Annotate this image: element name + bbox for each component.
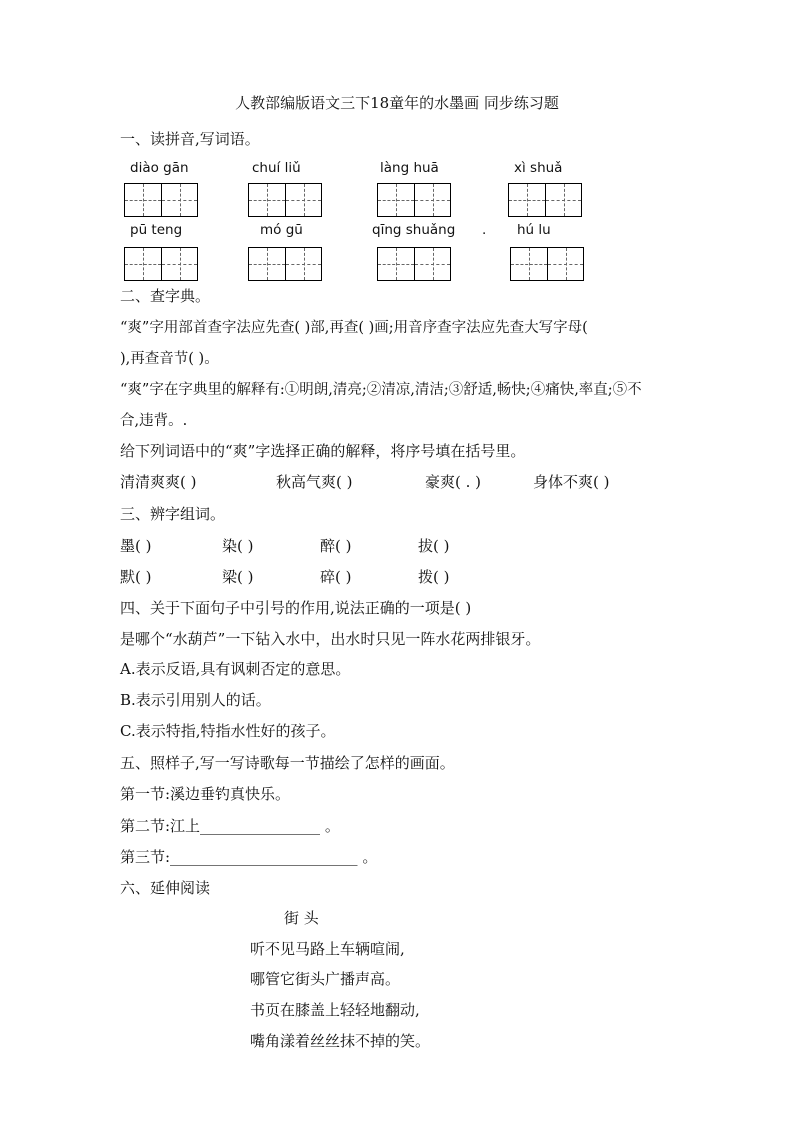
- section-5-heading: 五、照样子,写一写诗歌每一节描绘了怎样的画面。: [120, 754, 455, 772]
- char-blank[interactable]: 拔( ): [418, 537, 450, 555]
- writing-grid[interactable]: [124, 183, 198, 217]
- dictionary-question-cont: ),再查音节( )。: [120, 351, 219, 367]
- poem-line: 听不见马路上车辆喧闹,: [250, 940, 405, 958]
- poem-line: 嘴角漾着丝丝抹不掉的笑。: [250, 1032, 431, 1050]
- writing-grid[interactable]: [248, 247, 322, 281]
- section-2-heading: 二、查字典。: [120, 287, 211, 305]
- quoted-sentence: 是哪个“水葫芦”一下钻入水中，出水时只见一阵水花两排银牙。: [120, 630, 541, 648]
- poem-title: 街 头: [284, 909, 319, 927]
- word-blank[interactable]: 秋高气爽( ): [276, 473, 353, 491]
- answer-line[interactable]: 第三节:_________________________ 。: [120, 848, 378, 866]
- pinyin-label: diào gān: [130, 160, 189, 176]
- section-6-heading: 六、延伸阅读: [120, 879, 211, 897]
- definition-list-cont: 合,违背。.: [120, 413, 188, 429]
- option-a[interactable]: A.表示反语,具有讽刺否定的意思。: [120, 660, 351, 678]
- pinyin-label: xì shuǎ: [514, 160, 563, 176]
- definition-list: “爽”字在字典里的解释有:①明朗,清亮;②清凉,清洁;③舒适,畅快;④痛快,率直;⑤不: [120, 382, 642, 398]
- section-4-heading: 四、关于下面句子中引号的作用,说法正确的一项是( ): [120, 599, 472, 617]
- pinyin-label: mó gū: [260, 222, 303, 238]
- dictionary-question: “爽”字用部首查字法应先查( )部,再查( )画;用音序查字法应先查大写字母(: [120, 320, 588, 336]
- poem-line: 书页在膝盖上轻轻地翻动,: [250, 1001, 420, 1019]
- char-blank[interactable]: 醉( ): [320, 537, 352, 555]
- word-blank[interactable]: 豪爽( . ): [425, 473, 482, 491]
- writing-grid[interactable]: [377, 247, 451, 281]
- pinyin-label: làng huā: [380, 160, 439, 176]
- writing-grid[interactable]: [124, 247, 198, 281]
- pinyin-label: chuí liǔ: [252, 160, 301, 176]
- char-blank[interactable]: 碎( ): [320, 568, 352, 586]
- char-blank[interactable]: 染( ): [222, 537, 254, 555]
- writing-grid[interactable]: [377, 183, 451, 217]
- answer-line[interactable]: 第二节:江上________________ 。: [120, 817, 340, 835]
- option-c[interactable]: C.表示特指,特指水性好的孩子。: [120, 722, 336, 740]
- page-title: 人教部编版语文三下18童年的水墨画 同步练习题: [235, 94, 559, 112]
- char-blank[interactable]: 默( ): [120, 568, 152, 586]
- char-blank[interactable]: 梁( ): [222, 568, 254, 586]
- char-blank[interactable]: 墨( ): [120, 537, 152, 555]
- word-blank[interactable]: 清清爽爽( ): [120, 473, 197, 491]
- pinyin-label: hú lu: [517, 222, 551, 238]
- instruction: 给下列词语中的“爽”字选择正确的解释，将序号填在括号里。: [120, 442, 526, 460]
- section-1-heading: 一、读拼音,写词语。: [120, 130, 260, 148]
- example-line: 第一节:溪边垂钓真快乐。: [120, 785, 291, 803]
- pinyin-label: qīng shuǎng: [372, 222, 456, 238]
- writing-grid[interactable]: [248, 183, 322, 217]
- poem-line: 哪管它街头广播声高。: [250, 970, 401, 988]
- writing-grid[interactable]: [510, 247, 584, 281]
- pinyin-label: pū teng: [130, 222, 183, 238]
- char-blank[interactable]: 拨( ): [418, 568, 450, 586]
- section-3-heading: 三、辨字组词。: [120, 505, 226, 523]
- stray-dot: .: [482, 222, 487, 238]
- word-blank[interactable]: 身体不爽( ): [533, 473, 610, 491]
- writing-grid[interactable]: [508, 183, 582, 217]
- option-b[interactable]: B.表示引用别人的话。: [120, 691, 271, 709]
